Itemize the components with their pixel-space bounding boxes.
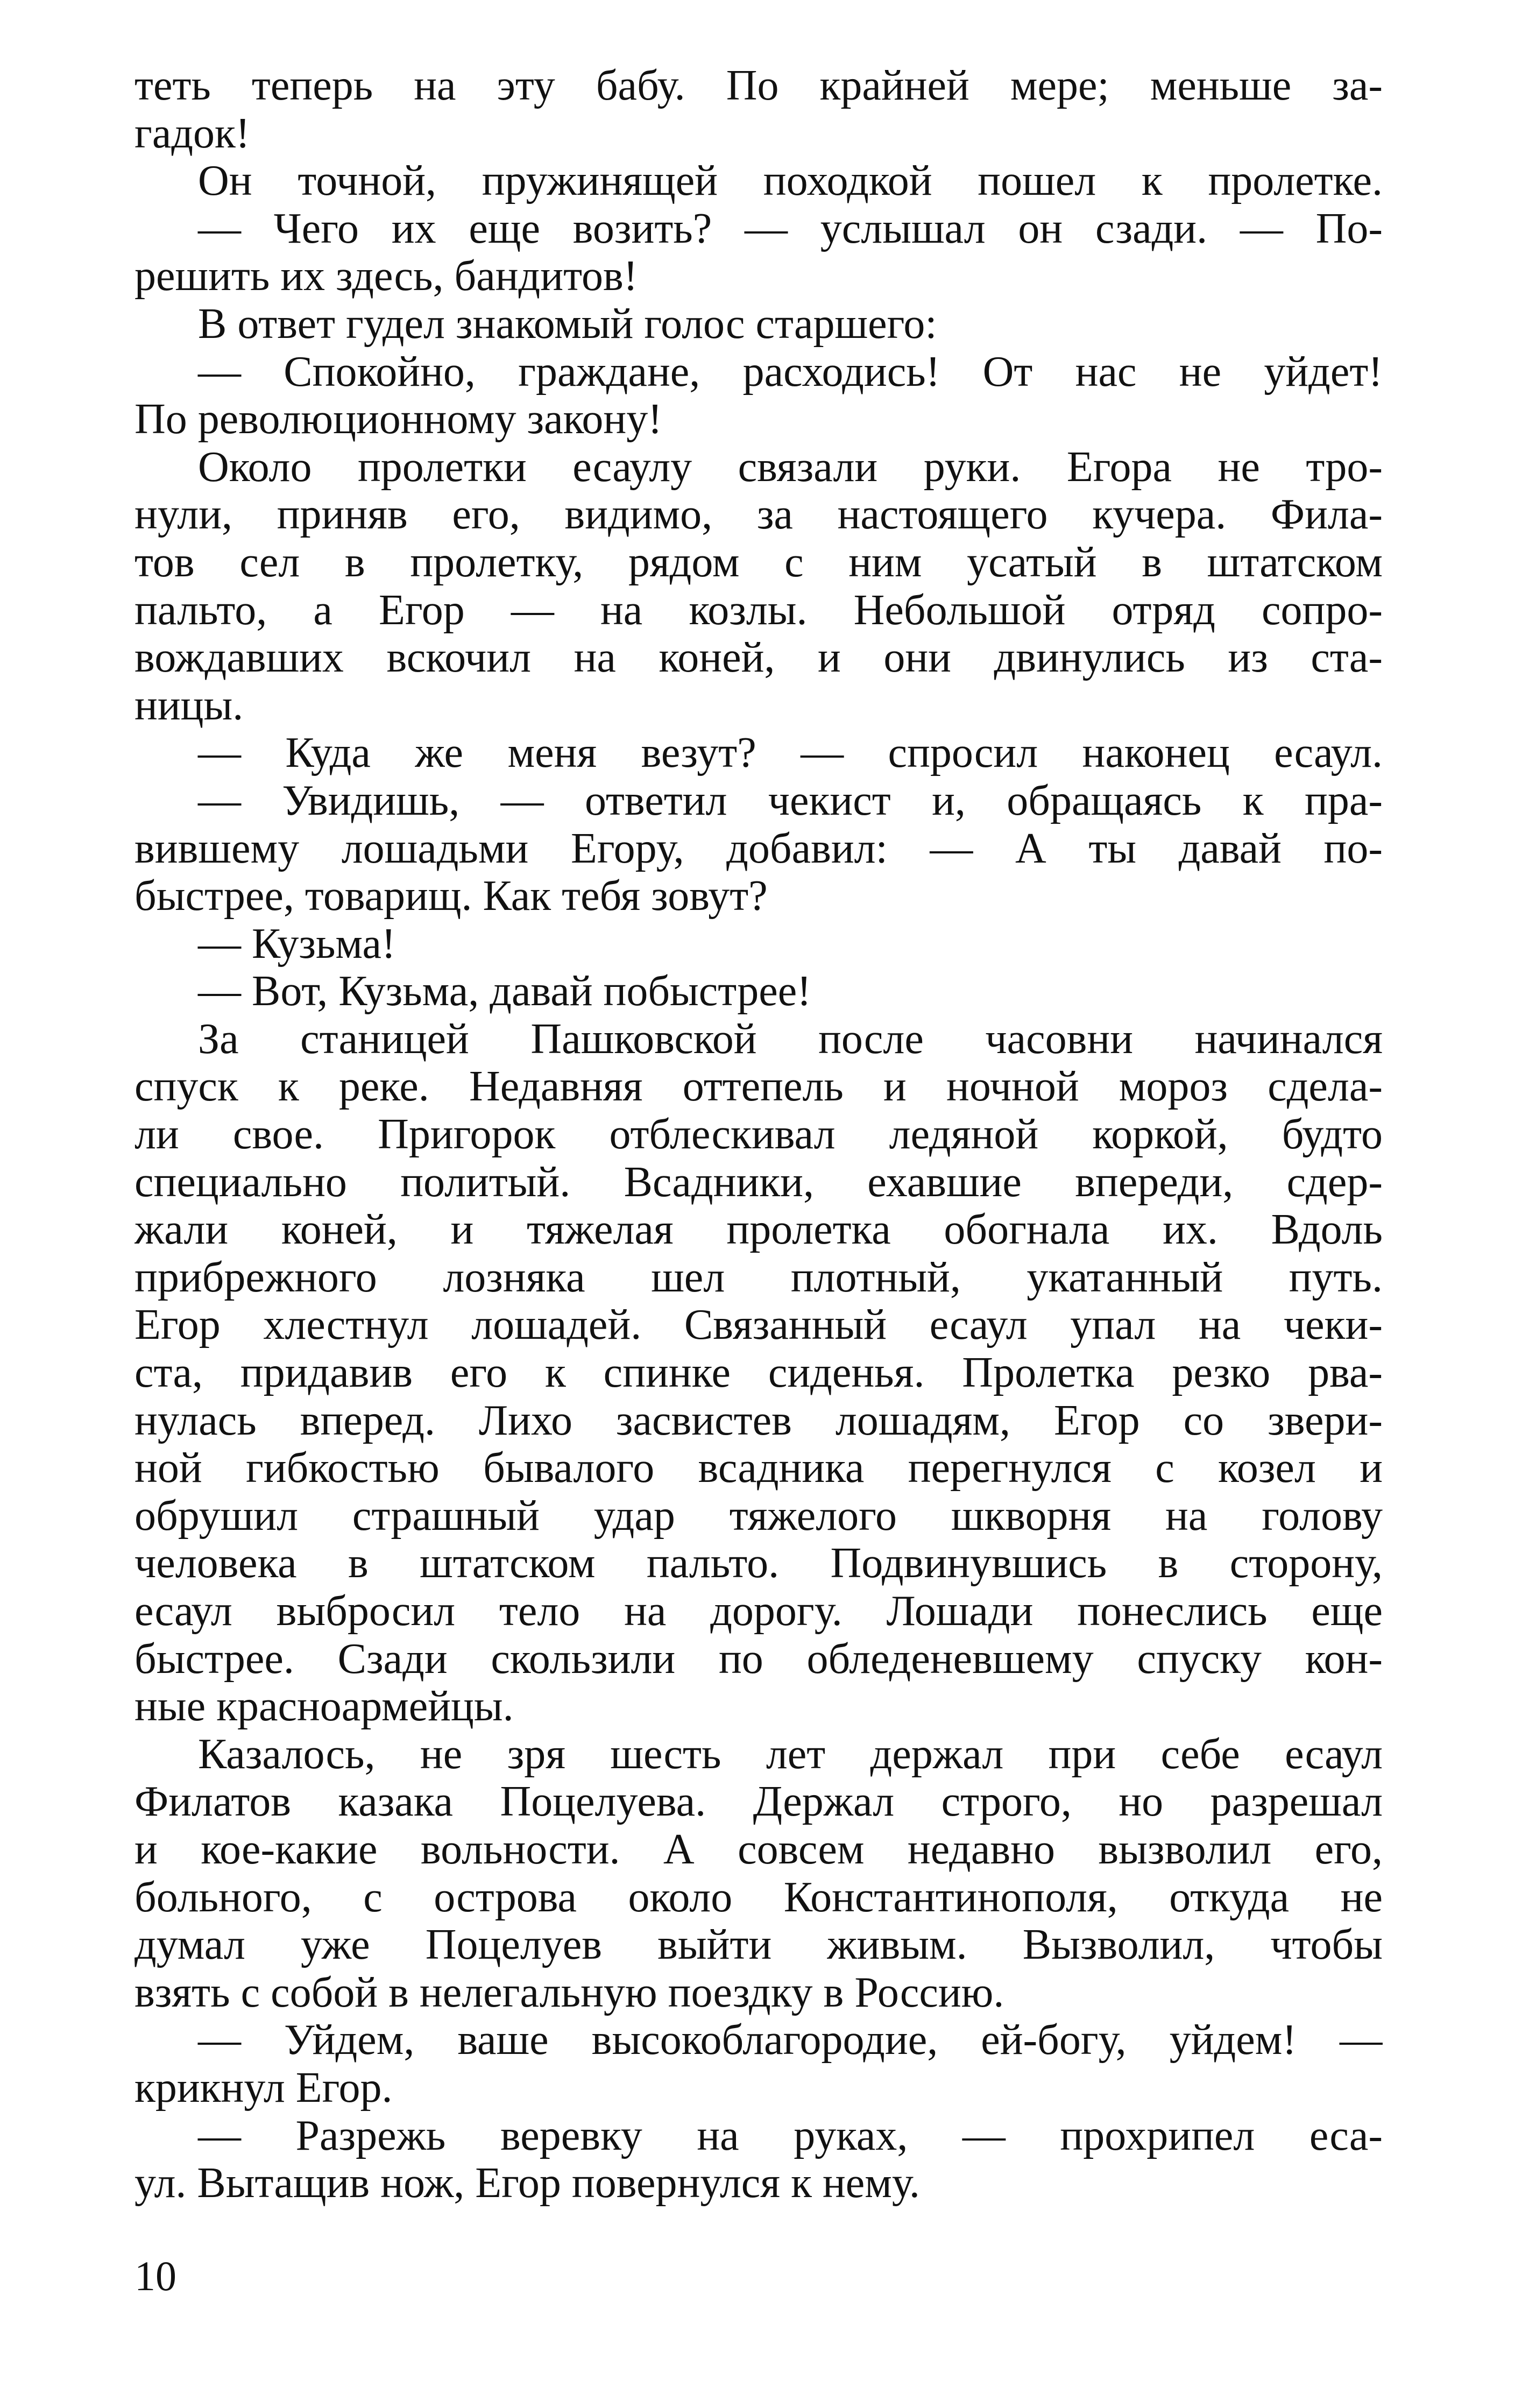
text-line: специально политый. Всадники, ехавшие впереди, сдер- <box>134 1158 1383 1206</box>
text-line: Он точной, пружинящей походкой пошел к пролетке. <box>198 157 1383 205</box>
text-line: думал уже Поцелуев выйти живым. Вызволил, чтобы <box>134 1921 1383 1969</box>
text-line: вождавших вскочил на коней, и они двинулись из ста- <box>134 634 1383 682</box>
text-line: решить их здесь, бандитов! <box>134 252 638 300</box>
text-line: — Увидишь, — ответил чекист и, обращаясь к пра- <box>198 776 1383 824</box>
text-line: ста, придавив его к спинке сиденья. Пролетка резко рва- <box>134 1349 1383 1397</box>
text-line: В ответ гудел знакомый голос старшего: <box>198 300 937 348</box>
text-line: Филатов казака Поцелуева. Держал строго, но разрешал <box>134 1778 1383 1826</box>
text-line: жали коней, и тяжелая пролетка обогнала их. Вдоль <box>134 1206 1383 1254</box>
text-line: гадок! <box>134 109 250 157</box>
text-line: нулась вперед. Лихо засвистев лошадям, Егор со звери- <box>134 1396 1383 1444</box>
text-line: теть теперь на эту бабу. По крайней мере; меньше за- <box>134 62 1383 109</box>
text-line: тов сел в пролетку, рядом с ним усатый в штатском <box>134 538 1383 586</box>
body-text <box>134 62 1383 2207</box>
text-line: — Уйдем, ваше высокоблагородие, ей-богу, уйдем! — <box>198 2016 1383 2064</box>
text-line: — Спокойно, граждане, расходись! От нас не уйдет! <box>198 348 1383 396</box>
text-line: больного, с острова около Константинополя, откуда не <box>134 1873 1383 1921</box>
text-line: — Разрежь веревку на руках, — прохрипел еса- <box>198 2112 1383 2159</box>
text-line: быстрее. Сзади скользили по обледеневшему спуску кон- <box>134 1635 1383 1683</box>
text-line: ли свое. Пригорок отблескивал ледяной коркой, будто <box>134 1111 1383 1159</box>
text-line: вившему лошадьми Егору, добавил: — А ты давай по- <box>134 824 1383 872</box>
text-line: За станицей Пашковской после часовни начинался <box>198 1015 1383 1063</box>
text-line: и кое-какие вольности. А совсем недавно вызволил его, <box>134 1825 1383 1873</box>
text-line: ул. Вытащив нож, Егор повернулся к нему. <box>134 2159 920 2207</box>
text-line: нули, приняв его, видимо, за настоящего кучера. Фила- <box>134 491 1383 539</box>
text-line: прибрежного лозняка шел плотный, укатанный путь. <box>134 1253 1383 1301</box>
text-line: — Куда же меня везут? — спросил наконец есаул. <box>198 729 1383 777</box>
text-line: взять с собой в нелегальную поездку в Россию. <box>134 1968 1004 2016</box>
text-line: есаул выбросил тело на дорогу. Лошади понеслись еще <box>134 1587 1383 1635</box>
text-line: ной гибкостью бывалого всадника перегнулся с козел и <box>134 1444 1383 1492</box>
text-line: пальто, а Егор — на козлы. Небольшой отряд сопро- <box>134 586 1383 634</box>
page-number: 10 <box>134 2252 176 2299</box>
text-line: — Чего их еще возить? — услышал он сзади. — По- <box>198 204 1383 252</box>
text-line: Егор хлестнул лошадей. Связанный есаул упал на чеки- <box>134 1301 1383 1349</box>
text-line: обрушил страшный удар тяжелого шкворня на голову <box>134 1492 1383 1540</box>
text-line: Около пролетки есаулу связали руки. Егора не тро- <box>198 443 1383 491</box>
text-line: ницы. <box>134 681 244 729</box>
text-line: человека в штатском пальто. Подвинувшись в сторону, <box>134 1540 1383 1587</box>
text-line: По революционному закону! <box>134 396 662 443</box>
text-line: быстрее, товарищ. Как тебя зовут? <box>134 872 768 920</box>
text-line: спуск к реке. Недавняя оттепель и ночной мороз сдела- <box>134 1063 1383 1111</box>
text-line: ные красноармейцы. <box>134 1683 514 1731</box>
text-line: крикнул Егор. <box>134 2064 393 2112</box>
text-line: Казалось, не зря шесть лет держал при себе есаул <box>198 1730 1383 1778</box>
text-line: — Кузьма! <box>198 920 396 968</box>
text-line: — Вот, Кузьма, давай побыстрее! <box>198 968 811 1015</box>
